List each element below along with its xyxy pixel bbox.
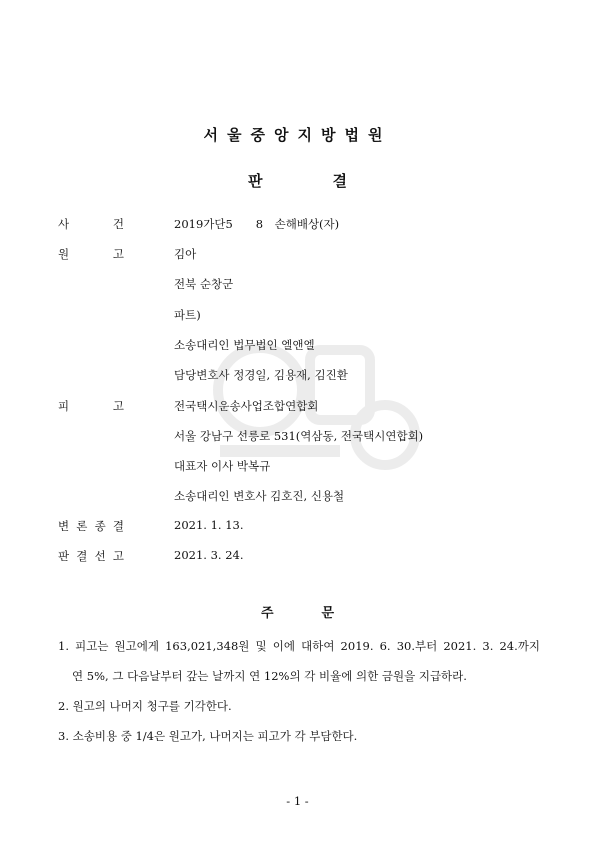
argument-end-label: 변 론 종 결: [58, 519, 124, 533]
judgment-date: 2021. 3. 24.: [174, 548, 244, 562]
plaintiff-label: 원 고: [58, 247, 124, 261]
plaintiff-attorneys: 담당변호사 정경일, 김용재, 김진환: [174, 368, 348, 382]
judgment-date-label: 판 결 선 고: [58, 549, 124, 563]
defendant-address: 서울 강남구 선릉로 531(역삼동, 전국택시연합회): [174, 429, 424, 443]
case-number: 2019가단5 8 손해배상(자): [174, 217, 340, 231]
page-number: - 1 -: [286, 794, 309, 808]
case-label: 사 건: [58, 217, 124, 231]
plaintiff-counsel: 소송대리인 법무법인 엘앤엘: [174, 338, 315, 352]
document-title-right: 결: [332, 172, 347, 190]
order-item-1-line-2: 연 5%, 그 다음날부터 갚는 날까지 연 12%의 각 비율에 의한 금원을 지급하라.: [72, 669, 467, 683]
defendant-name: 전국택시운송사업조합연합회: [174, 399, 319, 413]
plaintiff-address: 전북 순창군: [174, 277, 234, 291]
order-item-3: 3. 소송비용 중 1/4은 원고가, 나머지는 피고가 각 부담한다.: [58, 729, 358, 743]
order-item-1-line-1: 1. 피고는 원고에게 163,021,348원 및 이에 대하여 2019. 6. 30.부터 2021. 3. 24.까지: [58, 639, 540, 653]
document-title-left: 판: [248, 172, 263, 190]
court-name: 서울중앙지방법원: [203, 126, 392, 144]
order-item-2: 2. 원고의 나머지 청구를 기각한다.: [58, 699, 232, 713]
defendant-representative: 대표자 이사 박복규: [174, 459, 271, 473]
order-title-right: 문: [321, 606, 335, 621]
plaintiff-name: 김아: [174, 247, 197, 261]
argument-end-date: 2021. 1. 13.: [174, 518, 244, 532]
order-section-title: [0, 602, 595, 621]
plaintiff-address-cont: 파트): [174, 308, 201, 322]
defendant-counsel: 소송대리인 변호사 김호진, 신용철: [174, 489, 345, 503]
document-title: [0, 170, 595, 191]
order-title-left: 주: [260, 606, 274, 621]
defendant-label: 피 고: [58, 399, 124, 413]
